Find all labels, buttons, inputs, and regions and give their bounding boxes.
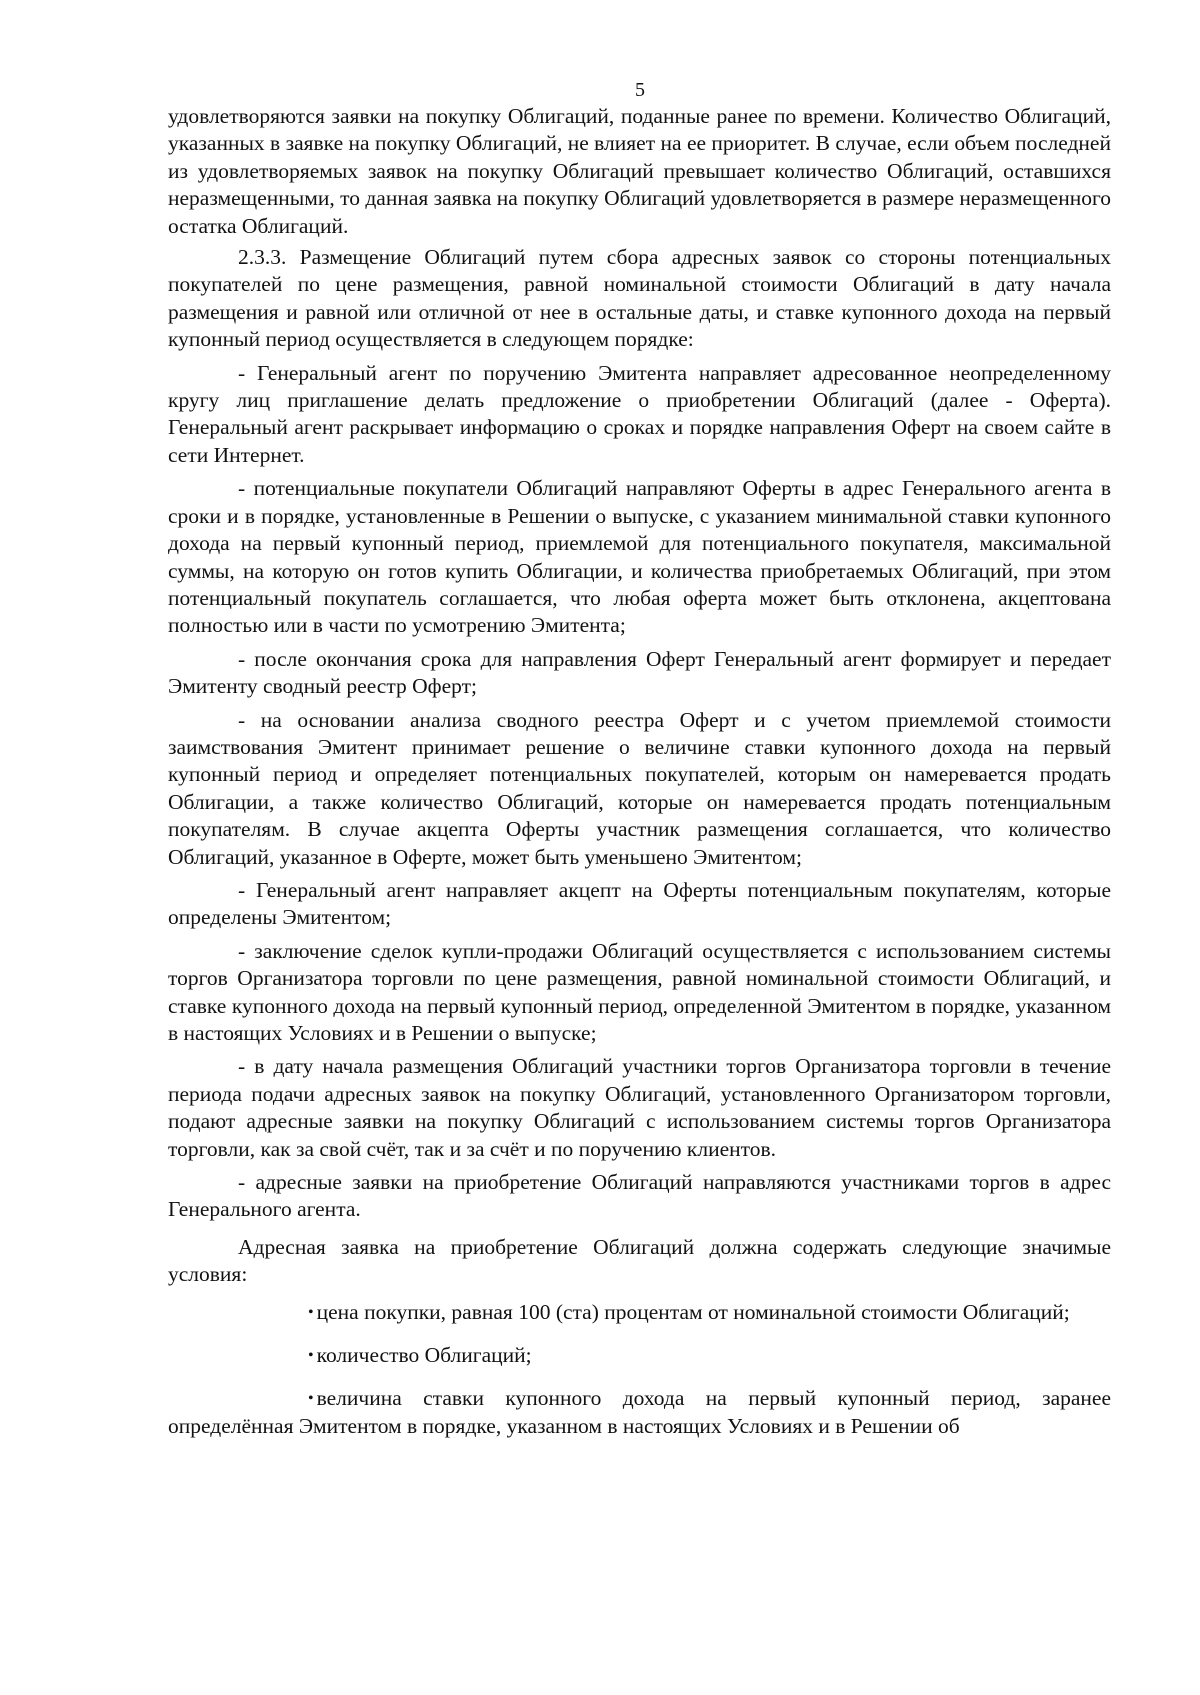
paragraph-section-2-3-3: 2.3.3. Размещение Облигаций путем сбора адресных заявок со стороны потенциальных покупателей по цене размещения, равной номинальной стоимости Облигаций в дату начала размещения и равной или отличной от нее в остальные даты, и ставке купонного дохода на первый купонный период осуществляется в следующем порядке:	[168, 245, 1111, 352]
paragraph-acceptance: - Генеральный агент направляет акцепт на Оферты потенциальным покупателям, которые определены Эмитентом;	[168, 877, 1111, 930]
paragraph-continuation: удовлетворяются заявки на покупку Облигаций, поданные ранее по времени. Количество Облигаций, указанных в заявке на покупку Облигаций, не влияет на ее приоритет. В случае, если объем последней из удовлетворяемых заявок на покупку Облигаций превышает количество Облигаций, оставшихся неразмещенными, то данная заявка на покупку Облигаций удовлетворяется в размере неразмещенного остатка Облигаций.	[168, 104, 1111, 238]
paragraph-general-agent-invitation: - Генеральный агент по поручению Эмитента направляет адресованное неопределенному кругу лиц приглашение делать предложение о приобретении Облигаций (далее - Оферта). Генеральный агент раскрывает информацию о сроках и порядке направления Оферт на своем сайте в сети Интернет.	[168, 360, 1111, 467]
paragraph-placement-date: - в дату начала размещения Облигаций участники торгов Организатора торговли в течение периода подачи адресных заявок на покупку Облигаций, установленного Организатором торговли, подают адресные заявки на покупку Облигаций с использованием системы торгов Организатора торговли, как за свой счёт, так и за счёт и по поручению клиентов.	[168, 1054, 1111, 1161]
document-body	[168, 103, 1111, 1456]
list-item	[168, 1299, 1111, 1326]
list-item	[168, 1385, 1111, 1440]
list-item-text: величина ставки купонного дохода на первый купонный период, заранее определённая Эмитентом в порядке, указанном в настоящих Условиях и в Решении об	[168, 1386, 1111, 1438]
bullet-icon: •	[308, 1347, 314, 1365]
list-item-text: цена покупки, равная 100 (ста) процентам от номинальной стоимости Облигаций;	[316, 1299, 1070, 1324]
paragraph-buyers-send-offers: - потенциальные покупатели Облигаций направляют Оферты в адрес Генерального агента в сроки и в порядке, установленные в Решении о выпуске, с указанием минимальной ставки купонного дохода на первый купонный период, приемлемой для потенциального покупателя, максимальной суммы, на которую он готов купить Облигации, и количества приобретаемых Облигаций, при этом потенциальный покупатель соглашается, что любая оферта может быть отклонена, акцептована полностью или в части по усмотрению Эмитента;	[168, 476, 1111, 638]
bullet-icon: •	[308, 1303, 314, 1321]
paragraph-issuer-decision: - на основании анализа сводного реестра Оферт и с учетом приемлемой стоимости заимствования Эмитент принимает решение о величине ставки купонного дохода на первый купонный период и определяет потенциальных покупателей, которым он намеревается продать Облигации, а также количество Облигаций, которые он намеревается продать потенциальным покупателям. В случае акцепта Оферты участник размещения соглашается, что количество Облигаций, указанное в Оферте, может быть уменьшено Эмитентом;	[168, 707, 1111, 869]
paragraph-deals: - заключение сделок купли-продажи Облигаций осуществляется с использованием системы торгов Организатора торговли по цене размещения, равной номинальной стоимости Облигаций, и ставке купонного дохода на первый купонный период, определенной Эмитентом в порядке, указанном в настоящих Условиях и в Решении о выпуске;	[168, 938, 1111, 1045]
bullet-icon: •	[308, 1390, 314, 1408]
paragraph-address-requests: - адресные заявки на приобретение Облигаций направляются участниками торгов в адрес Генерального агента.	[168, 1170, 1111, 1222]
page-number: 5	[635, 79, 645, 101]
list-item-text: количество Облигаций;	[316, 1343, 532, 1368]
list-item	[168, 1342, 1111, 1369]
paragraph-offer-registry: - после окончания срока для направления Оферт Генеральный агент формирует и передает Эмитенту сводный реестр Оферт;	[168, 646, 1111, 699]
paragraph-request-conditions: Адресная заявка на приобретение Облигаций должна содержать следующие значимые условия:	[168, 1234, 1111, 1287]
